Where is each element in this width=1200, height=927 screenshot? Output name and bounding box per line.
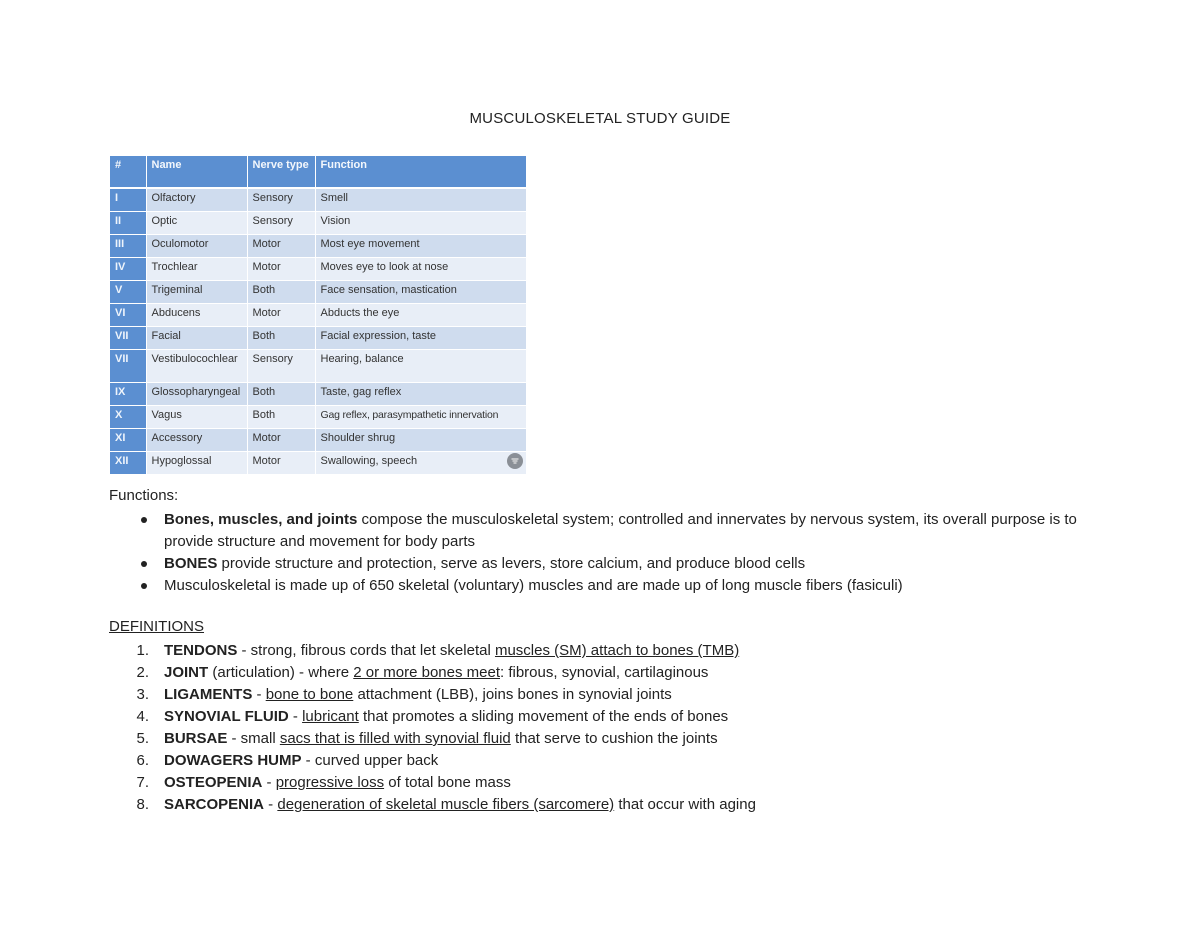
underlined-text: progressive loss [275,774,385,791]
underlined-text: bone to bone [265,686,354,703]
header-nerve-type: Nerve type [247,156,315,188]
functions-label: Functions: [109,487,179,504]
cell-function: Smell [315,188,526,212]
cell-number: VII [110,327,146,350]
cell-number: II [110,212,146,235]
definition-text-end: that promotes a sliding movement of the ends of bones [358,708,729,725]
cell-name: Vestibulocochlear [146,350,247,383]
cell-name: Trochlear [146,258,247,281]
table-row [110,452,526,475]
bullet-bold-text: BONES [164,555,218,572]
cell-number: X [110,406,146,429]
list-item [109,728,1089,750]
cell-function: Hearing, balance [315,350,526,383]
cell-number: V [110,281,146,304]
term: LIGAMENTS [164,686,253,703]
cell-function: Gag reflex, parasympathetic innervation [315,406,526,429]
cell-number: I [110,188,146,212]
list-item [109,575,1089,597]
term: SARCOPENIA [164,796,265,813]
cell-name: Trigeminal [146,281,247,304]
cell-function: Face sensation, mastication [315,281,526,304]
cell-type: Sensory [247,350,315,383]
table-row [110,212,526,235]
cell-number: VI [110,304,146,327]
table-row [110,406,526,429]
term: SYNOVIAL FLUID [164,708,289,725]
definition-text-end: of total bone mass [384,774,511,791]
cell-type: Both [247,406,315,429]
item-number: 1. [136,642,149,659]
cranial-nerve-table [110,156,527,475]
definitions-list [109,640,1089,816]
cell-function: Facial expression, taste [315,327,526,350]
cell-name: Vagus [146,406,247,429]
header-number: # [110,156,146,188]
list-item [109,662,1089,684]
cell-type: Sensory [247,188,315,212]
item-number: 3. [136,686,149,703]
definition-text-end: attachment (LBB), joins bones in synovial joints [353,686,672,703]
cell-number: XII [110,452,146,475]
cell-number: XI [110,429,146,452]
header-name: Name [146,156,247,188]
cell-name: Optic [146,212,247,235]
definition-text: - strong, fibrous cords that let skeletal [237,642,495,659]
bullet-icon [141,517,147,523]
cell-number: IV [110,258,146,281]
definition-text-end: : fibrous, synovial, cartilaginous [500,664,709,681]
cell-name: Accessory [146,429,247,452]
list-item [109,794,1089,816]
list-item [109,772,1089,794]
term: BURSAE [164,730,228,747]
image-overlay-icon[interactable] [507,453,523,469]
table-row [110,327,526,350]
cell-function: Abducts the eye [315,304,526,327]
definition-text: (articulation) - where [208,664,354,681]
cell-function-text: Swallowing, speech [320,455,418,467]
definition-text: - [252,686,266,703]
underlined-text: 2 or more bones meet [353,664,500,681]
list-item [109,684,1089,706]
definition-text: - [264,796,278,813]
term: OSTEOPENIA [164,774,263,791]
cell-function [315,452,526,475]
cell-name: Abducens [146,304,247,327]
definition-text-end: that serve to cushion the joints [510,730,718,747]
cell-number: III [110,235,146,258]
table-row [110,258,526,281]
table-row [110,350,526,383]
item-number: 4. [136,708,149,725]
item-number: 7. [136,774,149,791]
cell-type: Motor [247,452,315,475]
cell-name: Oculomotor [146,235,247,258]
cell-type: Motor [247,235,315,258]
bullet-icon [141,561,147,567]
cell-name: Facial [146,327,247,350]
list-item [109,706,1089,728]
cell-number: VII [110,350,146,383]
term: TENDONS [164,642,238,659]
cell-type: Motor [247,304,315,327]
term: JOINT [164,664,209,681]
underlined-text: degeneration of skeletal muscle fibers (sarcomere) [277,796,615,813]
definition-text: - small [227,730,280,747]
item-number: 6. [136,752,149,769]
table-row [110,281,526,304]
table-row [110,429,526,452]
cell-name: Hypoglossal [146,452,247,475]
table-row [110,383,526,406]
cell-type: Both [247,281,315,304]
functions-list [109,509,1089,597]
cell-function: Most eye movement [315,235,526,258]
definition-text: - curved upper back [301,752,439,769]
cell-type: Both [247,383,315,406]
list-item [109,553,1089,575]
item-number: 5. [136,730,149,747]
bullet-text: provide structure and protection, serve as levers, store calcium, and produce blood cells [217,555,806,572]
list-item [109,750,1089,772]
definitions-heading: DEFINITIONS [109,618,205,635]
list-item [109,509,1089,553]
cell-function: Shoulder shrug [315,429,526,452]
list-item [109,640,1089,662]
cell-type: Sensory [247,212,315,235]
bullet-text: compose the musculoskeletal system; controlled and innervates by nervous system, its overall purpose is to provide structure and movement for body parts [164,511,1077,550]
cell-type: Motor [247,429,315,452]
item-number: 8. [136,796,149,813]
bullet-text: Musculoskeletal is made up of 650 skeletal (voluntary) muscles and are made up of long muscle fibers (fasiculi) [164,577,903,594]
table-header-row [110,156,526,188]
cell-function: Taste, gag reflex [315,383,526,406]
cell-number: IX [110,383,146,406]
definition-text: - [262,774,276,791]
bullet-icon [141,583,147,589]
item-number: 2. [136,664,149,681]
table-row [110,235,526,258]
cell-name: Glossopharyngeal [146,383,247,406]
definition-text: - [288,708,303,725]
definition-text-end: that occur with aging [614,796,756,813]
table-row [110,188,526,212]
header-function: Function [315,156,526,188]
cell-type: Motor [247,258,315,281]
table-row [110,304,526,327]
term: DOWAGERS HUMP [164,752,302,769]
underlined-text: muscles (SM) attach to bones (TMB) [494,642,740,659]
cell-type: Both [247,327,315,350]
cell-name: Olfactory [146,188,247,212]
cell-function: Vision [315,212,526,235]
bullet-bold-text: Bones, muscles, and joints [164,511,358,528]
page-title: MUSCULOSKELETAL STUDY GUIDE [469,110,731,127]
cell-function: Moves eye to look at nose [315,258,526,281]
underlined-text: lubricant [302,708,359,725]
underlined-text: sacs that is filled with synovial fluid [279,730,511,747]
